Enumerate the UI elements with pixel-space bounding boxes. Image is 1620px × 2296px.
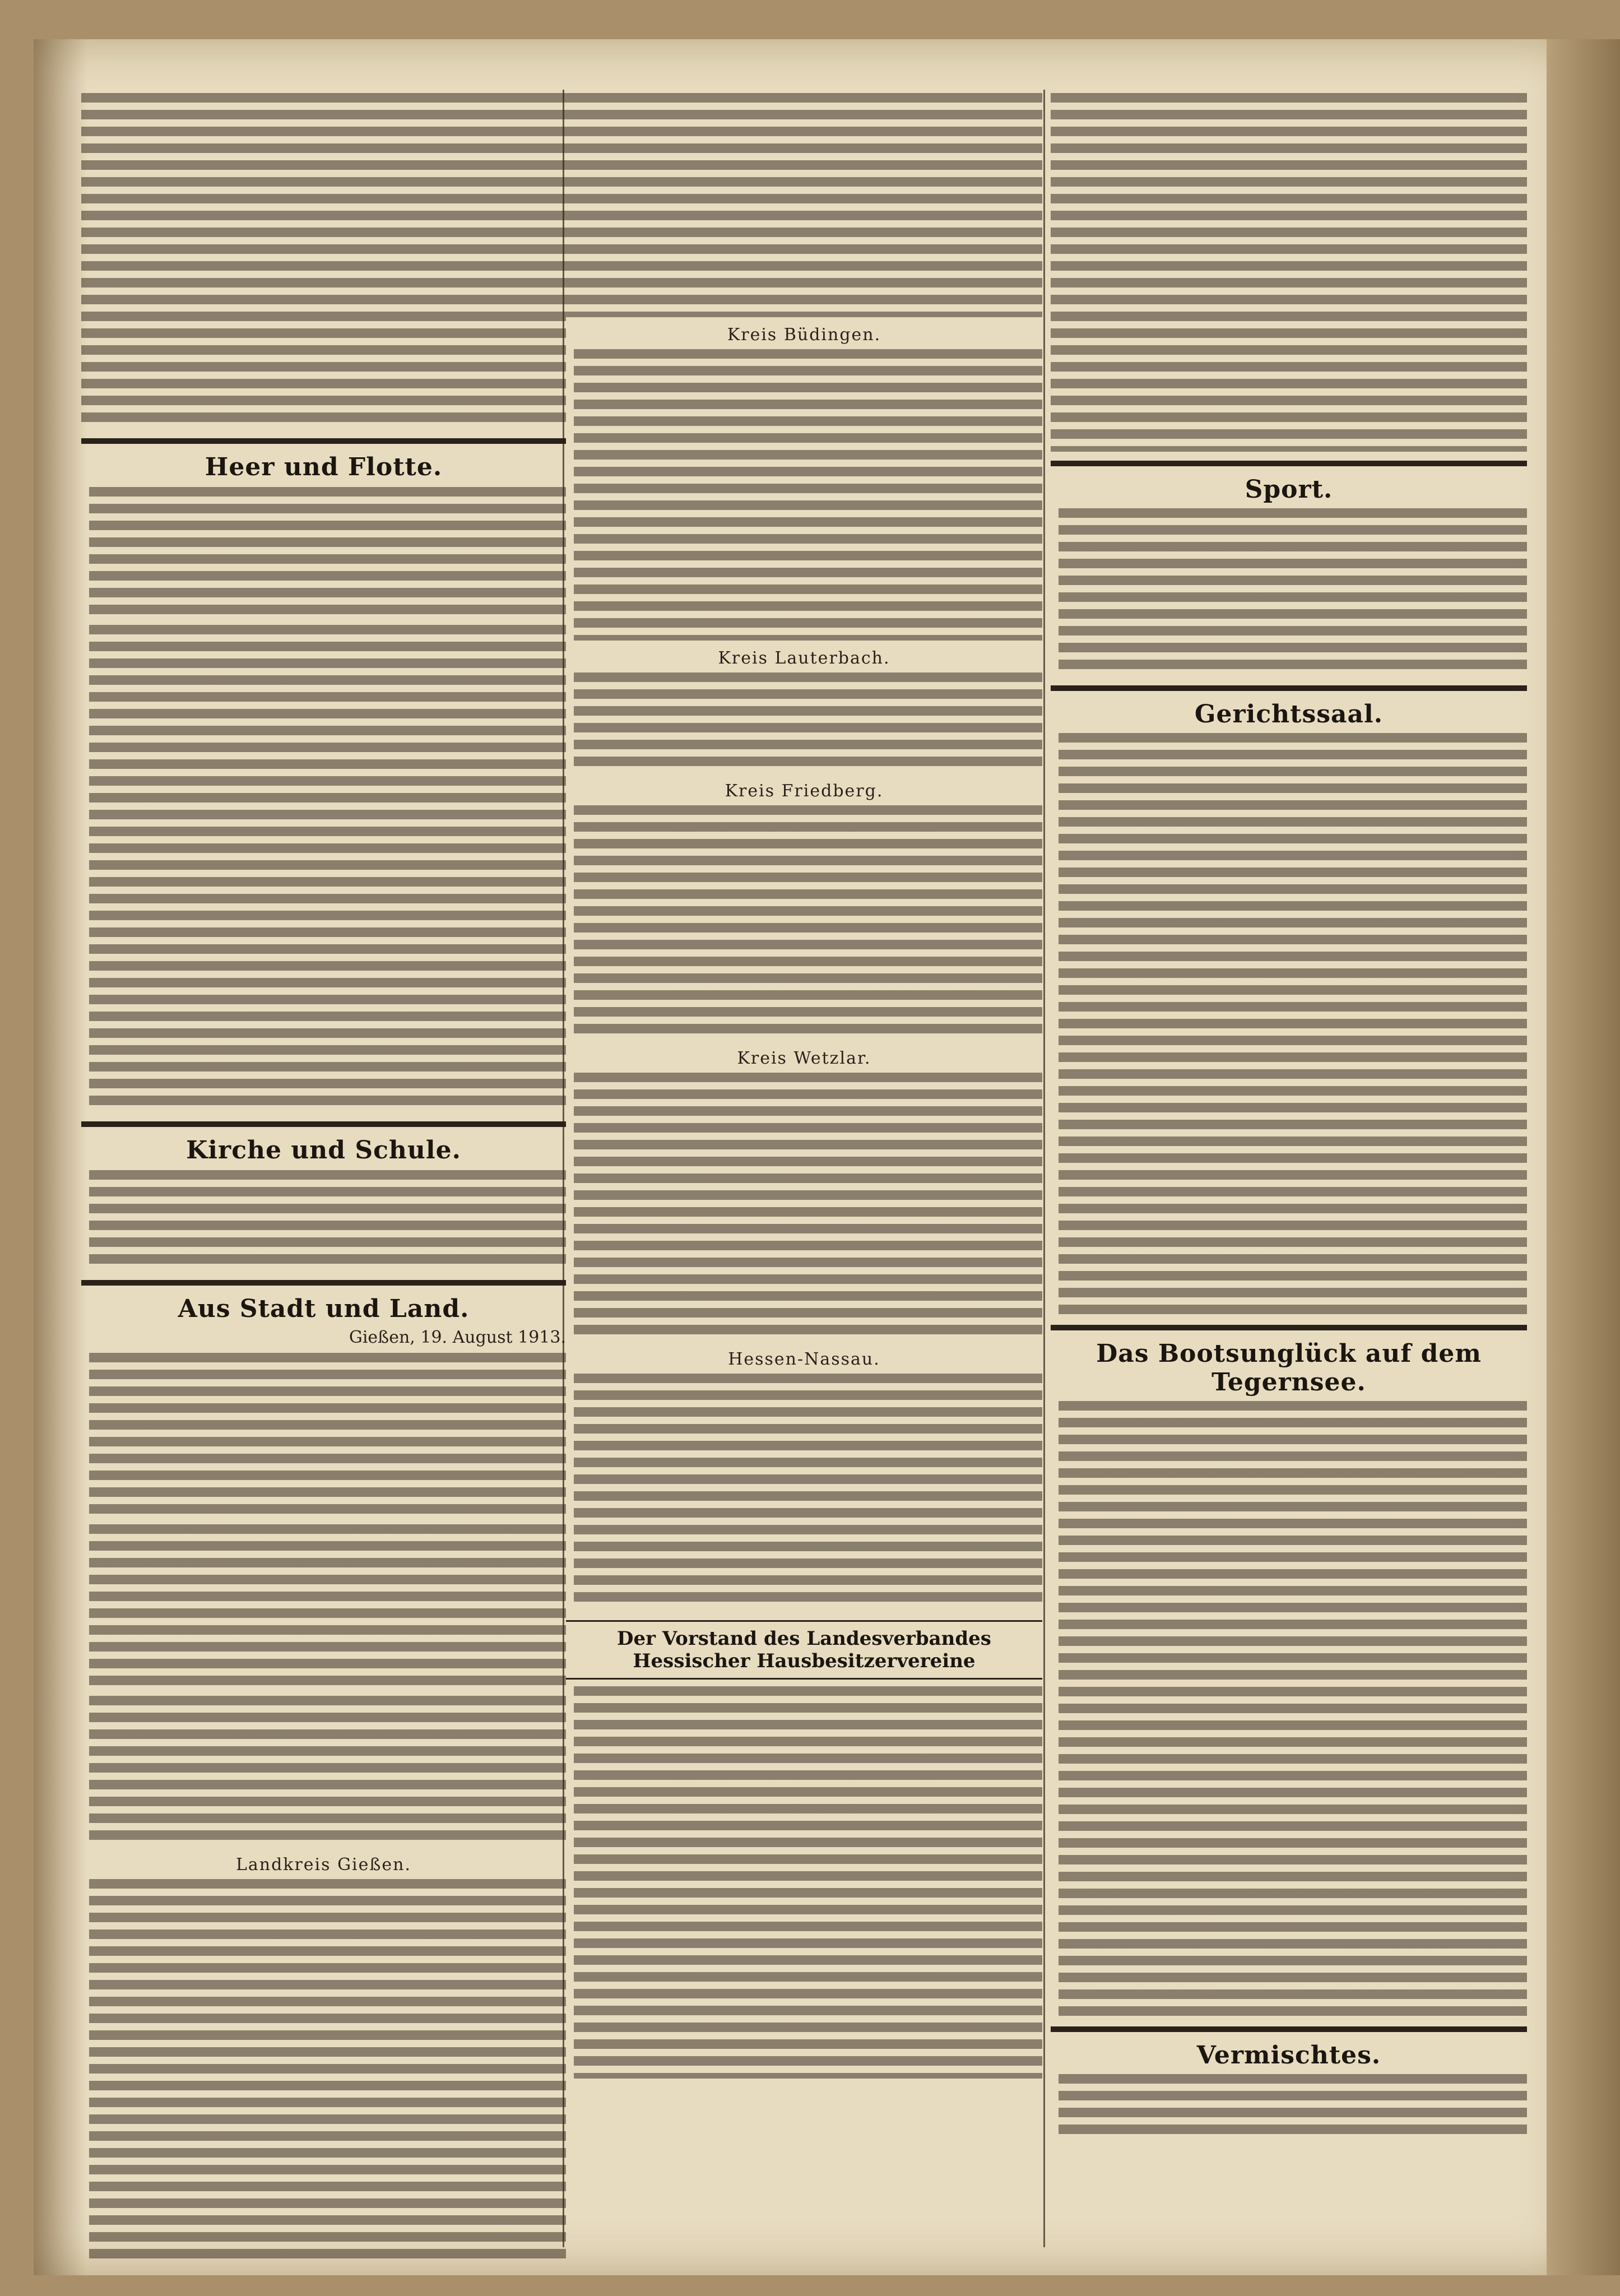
article-text: [566, 93, 1042, 317]
section-title-kirche-und-schule: Kirche und Schule.: [186, 1136, 461, 1165]
article-text: [89, 625, 566, 1112]
kreis-heading-wetzlar: Kreis Wetzlar.: [737, 1049, 871, 1068]
section-rule: [1051, 685, 1527, 691]
section-title-sport: Sport.: [1245, 475, 1333, 504]
article-text: [89, 1696, 566, 1847]
article-text: [89, 1524, 566, 1692]
column-3: [1051, 90, 1527, 2258]
section-rule: [81, 438, 566, 444]
article-text: [574, 349, 1042, 641]
article-text: [1059, 1401, 1527, 2017]
article-text: [574, 1686, 1042, 2079]
section-title-bootsunglueck: Das Bootsunglück auf dem Tegernsee.: [1096, 1339, 1482, 1397]
article-text: [89, 1353, 566, 1521]
column-1: [81, 90, 566, 2258]
section-title-heer-und-flotte: Heer und Flotte.: [205, 453, 443, 481]
section-title-vermischtes: Vermischtes.: [1196, 2041, 1381, 2070]
newspaper-page: [34, 39, 1575, 2275]
section-title-gerichtssaal: Gerichtssaal.: [1194, 700, 1384, 729]
kreis-heading-buedingen: Kreis Büdingen.: [727, 325, 881, 345]
article-text: [89, 487, 566, 621]
article-text: [81, 93, 566, 429]
article-text: [1051, 93, 1527, 452]
article-text: [89, 1879, 566, 2258]
section-rule: [1051, 2026, 1527, 2032]
article-text: [574, 1073, 1042, 1342]
article-text: [89, 1170, 566, 1271]
kreis-heading-friedberg: Kreis Friedberg.: [725, 781, 884, 801]
kreis-heading-hessen-nassau: Hessen-Nassau.: [728, 1349, 880, 1369]
section-rule: [81, 1121, 566, 1127]
article-text: [1059, 2074, 1527, 2141]
section-title-hausbesitzervereine: Der Vorstand des Landesverbandes Hessischer Hausbesitzervereine: [566, 1620, 1042, 1680]
next-page-edge: [1547, 39, 1620, 2275]
column-rule: [1043, 90, 1045, 2247]
dateline: Gießen, 19. August 1913.: [349, 1328, 566, 1347]
kreis-heading-landkreis-giessen: Landkreis Gießen.: [235, 1855, 412, 1875]
column-2: [566, 90, 1042, 2258]
section-title-aus-stadt-und-land: Aus Stadt und Land.: [178, 1295, 470, 1323]
section-rule: [1051, 1325, 1527, 1330]
kreis-heading-lauterbach: Kreis Lauterbach.: [718, 648, 890, 668]
article-text: [574, 672, 1042, 773]
article-text: [574, 1374, 1042, 1609]
section-rule: [81, 1280, 566, 1286]
article-text: [574, 805, 1042, 1041]
article-text: [1059, 733, 1527, 1316]
article-text: [1059, 508, 1527, 676]
section-rule: [1051, 461, 1527, 466]
page-fold-shadow: [34, 39, 87, 2275]
